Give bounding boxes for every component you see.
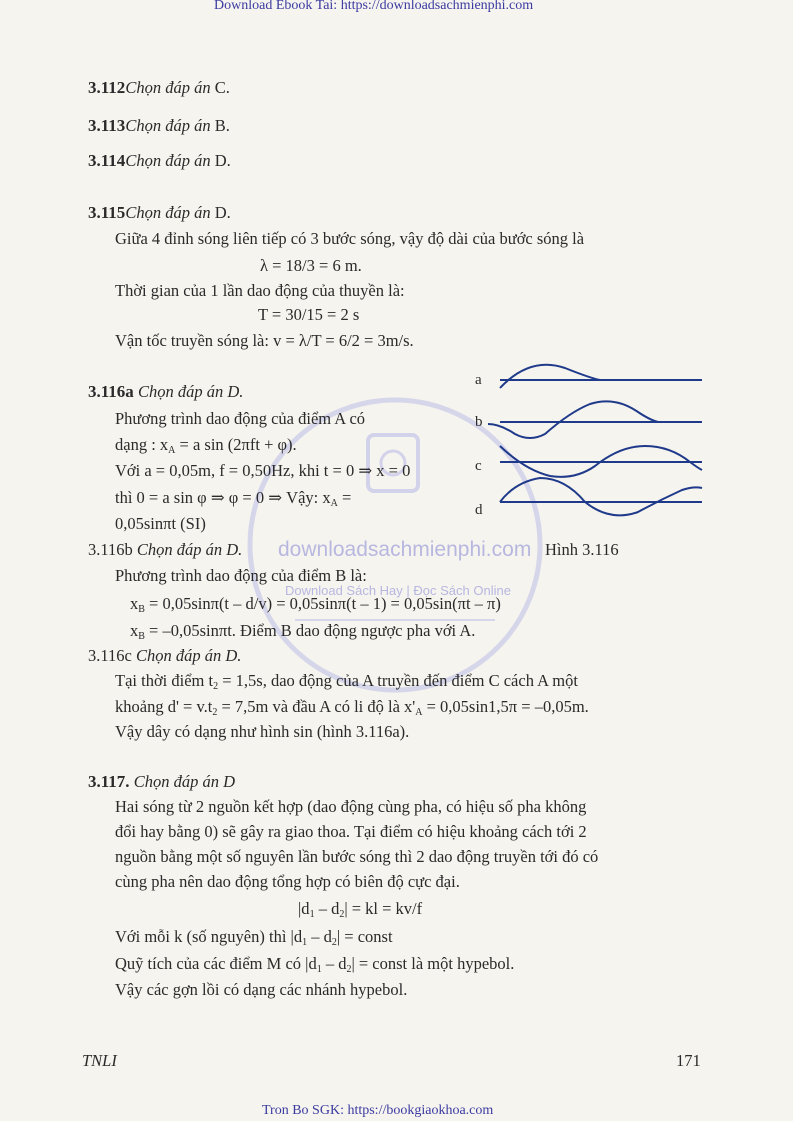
- text-line: Phương trình dao động của điểm A có: [115, 409, 366, 428]
- text-part: = 7,5m và đầu A có li độ là x': [217, 697, 416, 716]
- text-part: dạng : x: [115, 435, 169, 454]
- subscript: 2: [346, 964, 352, 975]
- formula-line: [298, 899, 422, 925]
- text-line: đổi hay bằng 0) sẽ gây ra giao thoa. Tại điểm có hiệu khoảng cách tới 2: [115, 822, 587, 841]
- figure-label-d: d: [475, 502, 483, 518]
- wave-figure: [470, 362, 710, 527]
- choose-label: Chọn đáp án D.: [136, 540, 243, 559]
- text-line: nguồn bằng một số nguyên lần bước sóng thì 2 dao động truyền tới đó có: [115, 847, 599, 866]
- problem-number: 3.113: [88, 116, 126, 135]
- wave-d: [500, 478, 702, 515]
- answer-3-112: [88, 78, 230, 98]
- subscript: 2: [339, 909, 345, 920]
- choose-label: Chọn đáp án: [125, 151, 211, 170]
- subscript: A: [330, 498, 338, 509]
- answer-letter: C.: [214, 78, 230, 97]
- text-part: =: [337, 488, 352, 507]
- choose-label: Chọn đáp án D.: [135, 646, 242, 665]
- formula-line: [130, 621, 475, 647]
- text-part: = 0,05sinπ(t – d/v) = 0,05sinπ(t – 1) = 0,05sin(πt – π): [144, 594, 501, 613]
- text-part: thì 0 = a sin φ ⇒ φ = 0 ⇒ Vậy: x: [115, 488, 331, 507]
- choose-label: Chọn đáp án: [125, 78, 211, 97]
- text-line: Với a = 0,05m, f = 0,50Hz, khi t = 0 ⇒ x = 0: [115, 461, 411, 480]
- formula-line: λ = 18/3 = 6 m.: [260, 256, 362, 275]
- problem-number: 3.114: [88, 151, 126, 170]
- problem-number: 3.116b: [88, 540, 133, 559]
- subscript: 2: [331, 937, 337, 948]
- answer-3-113: [88, 116, 230, 136]
- answer-letter: D.: [214, 151, 231, 170]
- subscript: A: [415, 707, 423, 718]
- page-number: 171: [676, 1051, 701, 1070]
- problem-number: 3.112: [88, 78, 126, 97]
- subscript: A: [168, 445, 176, 456]
- problem-number: 3.115: [88, 203, 126, 222]
- text-part: Quỹ tích của các điểm M có |d: [115, 954, 317, 973]
- wave-b: [488, 401, 658, 438]
- formula-line: T = 30/15 = 2 s: [258, 305, 360, 324]
- publisher-mark: TNLI: [82, 1051, 117, 1070]
- subscript: 1: [309, 909, 315, 920]
- figure-label-c: c: [475, 458, 482, 474]
- figure-caption: Hình 3.116: [545, 540, 619, 559]
- problem-number: 3.116c: [88, 646, 132, 665]
- answer-3-115: [88, 203, 231, 223]
- text-part: |d: [298, 899, 310, 918]
- text-part: – d: [321, 954, 347, 973]
- text-part: | = const: [336, 927, 393, 946]
- text-part: – d: [307, 927, 332, 946]
- choose-label: Chọn đáp án: [125, 203, 211, 222]
- text-part: | = const là một hypebol.: [351, 954, 515, 973]
- formula-line: [130, 594, 501, 620]
- choose-label: Chọn đáp án D.: [137, 382, 244, 401]
- text-line: [115, 927, 393, 953]
- text-part: x: [130, 594, 139, 613]
- text-line: [115, 488, 351, 514]
- answer-3-117: [88, 772, 235, 792]
- answer-3-116a: [88, 382, 243, 402]
- text-line: cùng pha nên dao động tổng hợp có biên độ cực đại.: [115, 872, 460, 891]
- text-part: = –0,05sinπt. Điểm B dao động ngược pha với A.: [144, 621, 476, 640]
- text-line: Vậy dây có dạng như hình sin (hình 3.116a).: [115, 722, 410, 741]
- text-line: Hai sóng từ 2 nguồn kết hợp (dao động cùng pha, có hiệu số pha không: [115, 797, 587, 816]
- watermark-site: downloadsachmienphi.com: [278, 538, 532, 561]
- subscript: B: [138, 604, 145, 615]
- text-part: | = kl = kv/f: [344, 899, 423, 918]
- subscript: 1: [302, 937, 308, 948]
- choose-label: Chọn đáp án D: [133, 772, 235, 791]
- text-line: 0,05sinπt (SI): [115, 514, 206, 533]
- text-line: [115, 954, 514, 980]
- text-part: – d: [314, 899, 340, 918]
- answer-3-116b: [88, 540, 242, 560]
- subscript: 2: [212, 707, 218, 718]
- problem-number: 3.116a: [88, 382, 134, 401]
- text-part: = a sin (2πft + φ).: [175, 435, 297, 454]
- subscript: B: [138, 631, 145, 642]
- watermark-tagline: Download Sách Hay | Đọc Sách Online: [285, 583, 511, 598]
- choose-label: Chọn đáp án: [125, 116, 211, 135]
- text-line: [115, 435, 297, 461]
- subscript: 2: [213, 681, 219, 692]
- answer-letter: B.: [214, 116, 230, 135]
- answer-3-114: [88, 151, 231, 171]
- header-download-link[interactable]: Download Ebook Tai: https://downloadsachmienphi.com: [214, 0, 534, 13]
- wave-a: [500, 365, 600, 388]
- text-line: Vậy các gợn lồi có dạng các nhánh hypebol.: [115, 980, 408, 999]
- text-part: Tại thời điểm t: [115, 671, 214, 690]
- answer-letter: D.: [214, 203, 231, 222]
- text-line: [115, 697, 589, 723]
- text-part: = 1,5s, dao động của A truyền đến điểm C cách A một: [218, 671, 578, 690]
- text-line: [115, 671, 578, 697]
- problem-number: 3.117.: [88, 772, 130, 791]
- text-line: Giữa 4 đỉnh sóng liên tiếp có 3 bước sóng, vậy độ dài của bước sóng là: [115, 229, 585, 248]
- text-line: Phương trình dao động của điểm B là:: [115, 566, 367, 585]
- text-line: Vận tốc truyền sóng là: v = λ/T = 6/2 = 3m/s.: [115, 331, 414, 350]
- text-line: Thời gian của 1 lần dao động của thuyền là:: [115, 281, 405, 300]
- text-part: x: [130, 621, 139, 640]
- subscript: 1: [316, 964, 322, 975]
- footer-sgk-link[interactable]: Tron Bo SGK: https://bookgiaokhoa.com: [262, 1103, 494, 1118]
- text-part: = 0,05sin1,5π = –0,05m.: [422, 697, 589, 716]
- text-part: Với mỗi k (số nguyên) thì |d: [115, 927, 303, 946]
- answer-3-116c: [88, 646, 241, 666]
- figure-label-b: b: [475, 414, 483, 430]
- figure-label-a: a: [475, 372, 482, 388]
- text-part: khoảng d' = v.t: [115, 697, 213, 716]
